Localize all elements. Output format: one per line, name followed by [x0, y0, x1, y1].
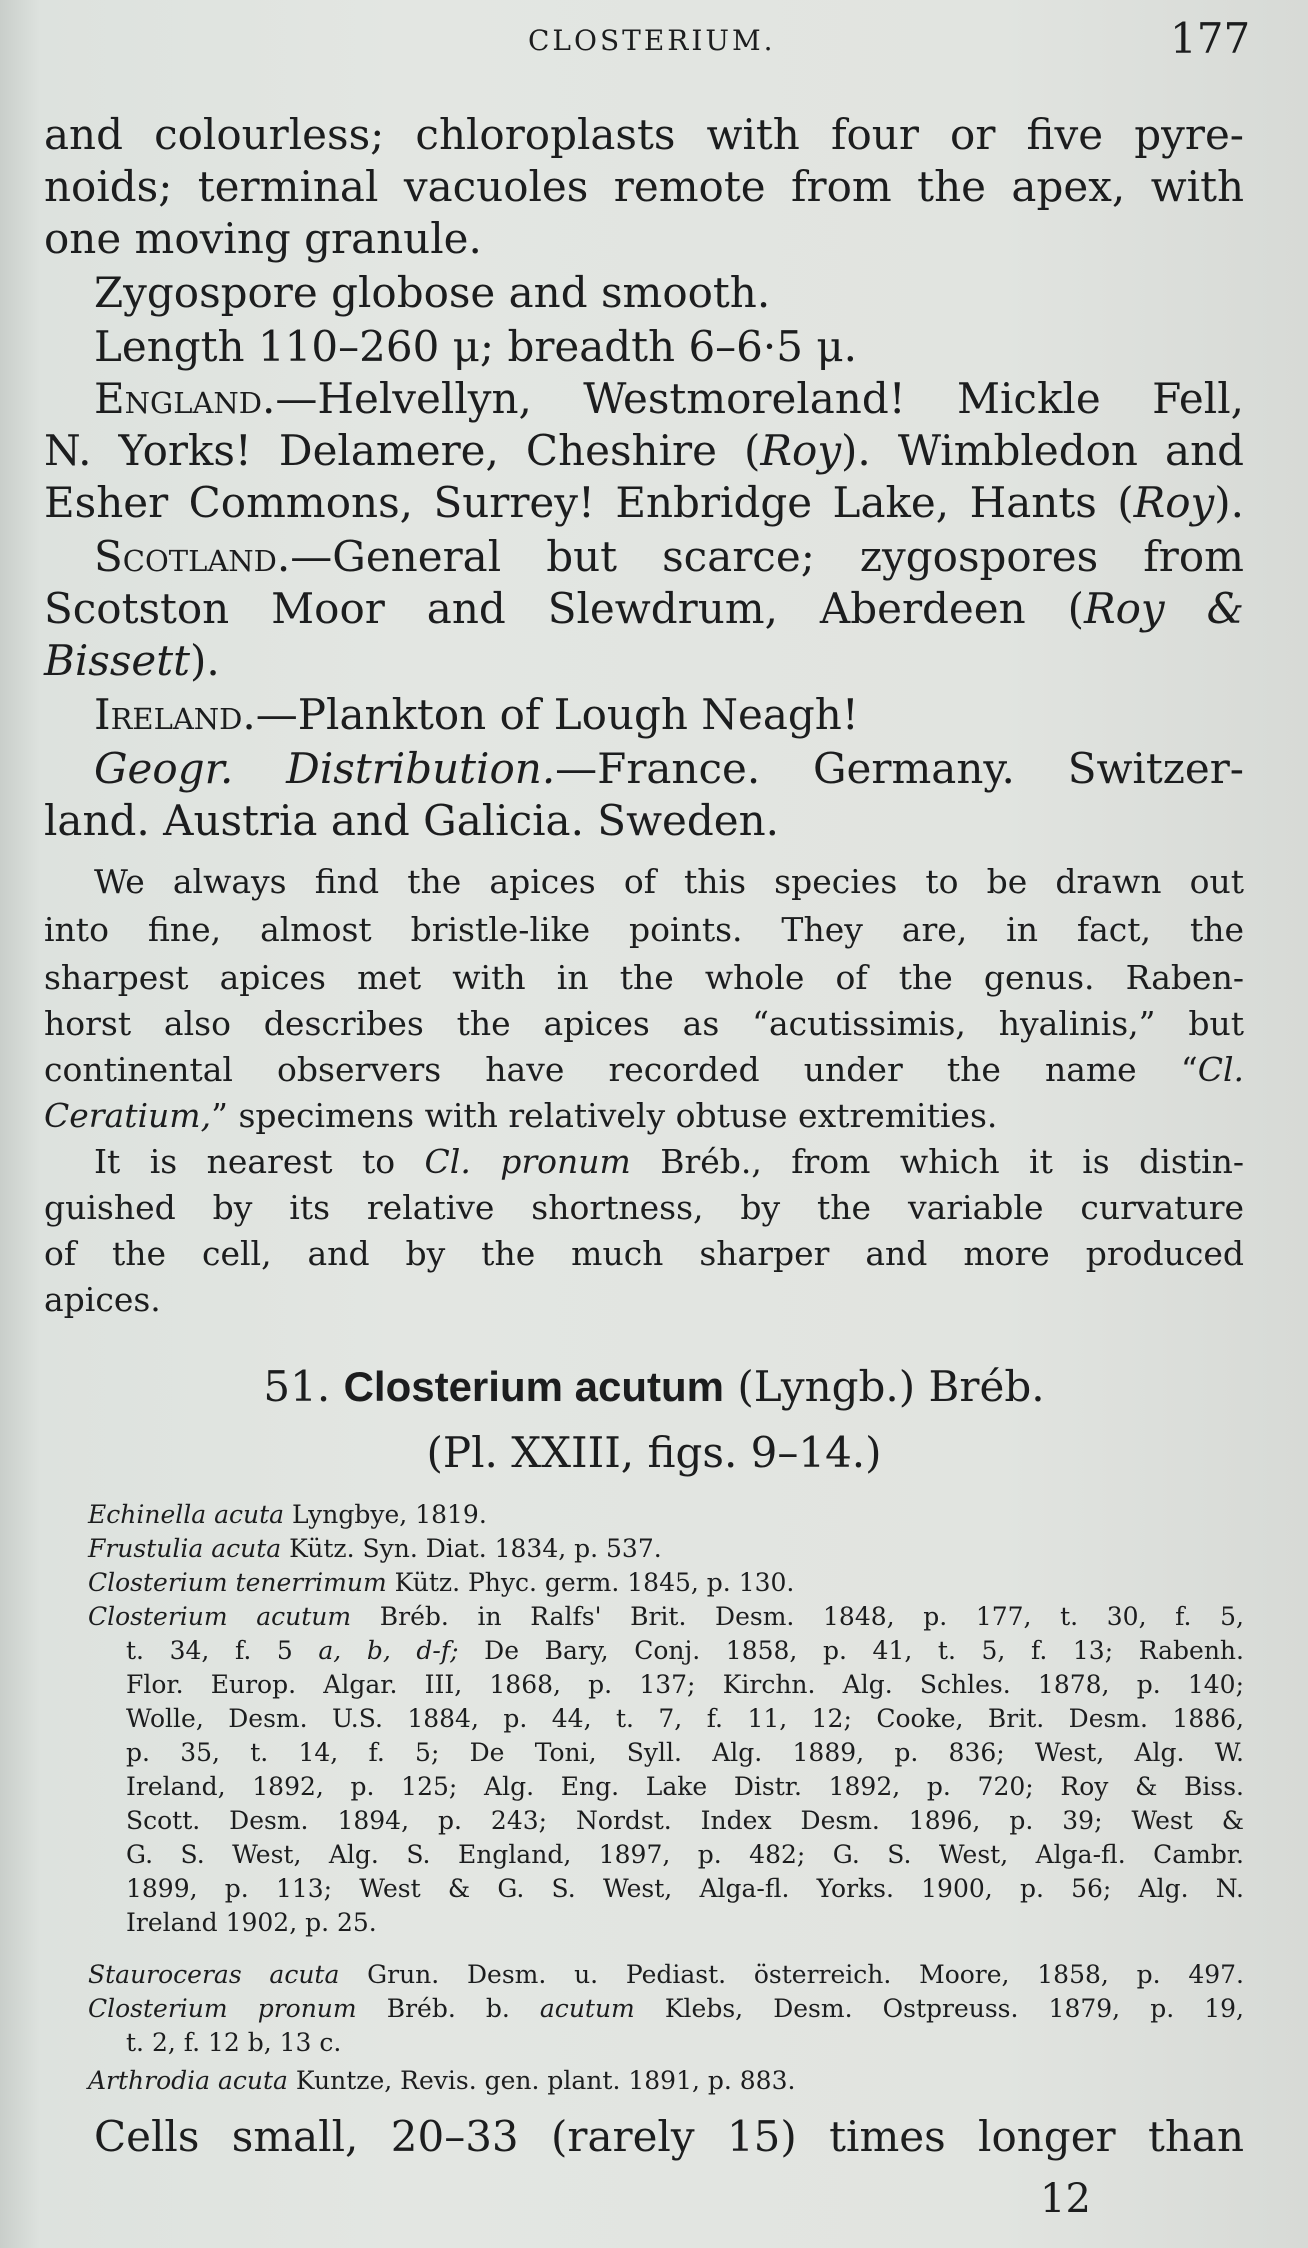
synonym-4-cont-5: Ireland, 1892, p. 125; Alg. Eng. Lake Distr. 1892, p. 720; Roy & Biss.: [126, 1772, 1244, 1801]
synonym-7: Arthrodia acuta Kuntze, Revis. gen. plant. 1891, p. 883.: [88, 2066, 796, 2095]
synonym-2: Frustulia acuta Kütz. Syn. Diat. 1834, p. 537.: [88, 1534, 662, 1563]
dimensions-line: Length 110–260 μ; breadth 6–6·5 μ.: [94, 322, 857, 371]
synonym-4-cont-7: G. S. West, Alg. S. England, 1897, p. 482; G. S. West, Alga-fl. Cambr.: [126, 1840, 1244, 1869]
synonym-4-cont-8: 1899, p. 113; West & G. S. West, Alga-fl. Yorks. 1900, p. 56; Alg. N.: [126, 1874, 1244, 1903]
synonym-4-cont-2: Flor. Europ. Algar. III, 1868, p. 137; Kirchn. Alg. Schles. 1878, p. 140;: [126, 1670, 1244, 1699]
page-number: 177: [1170, 14, 1251, 63]
england-line-1: [94, 374, 1244, 424]
species-heading: [0, 1362, 1308, 1411]
scotland-line-3: Bissett).: [44, 636, 220, 685]
desc-line-2: noids; terminal vacuoles remote from the apex, with: [44, 162, 1244, 211]
remarks-line-5: continental observers have recorded under the name “Cl.: [44, 1050, 1244, 1089]
remarks-line-8: guished by its relative shortness, by the variable curvature: [44, 1188, 1244, 1227]
synonym-4: Closterium acutum Bréb. in Ralfs' Brit. Desm. 1848, p. 177, t. 30, f. 5,: [88, 1602, 1244, 1631]
distribution-label: Geogr. Distribution.: [94, 744, 556, 793]
running-title: CLOSTERIUM.: [528, 24, 776, 57]
zygospore-line: Zygospore globose and smooth.: [94, 268, 771, 317]
remarks-line-6: Ceratium,” specimens with relatively obtuse extremities.: [44, 1096, 998, 1135]
remarks-line-9: of the cell, and by the much sharper and more produced: [44, 1234, 1244, 1273]
synonym-4-cont-4: p. 35, t. 14, f. 5; De Toni, Syll. Alg. 1889, p. 836; West, Alg. W.: [126, 1738, 1244, 1767]
plate-reference: (Pl. XXIII, figs. 9–14.): [426, 1428, 882, 1477]
synonym-6: Closterium pronum Bréb. b. acutum Klebs, Desm. Ostpreuss. 1879, p. 19,: [88, 1994, 1244, 2023]
synonym-1: Echinella acuta Lyngbye, 1819.: [88, 1500, 487, 1529]
england-label: England.: [94, 374, 276, 423]
synonym-4-cont-3: Wolle, Desm. U.S. 1884, p. 44, t. 7, f. 11, 12; Cooke, Brit. Desm. 1886,: [126, 1704, 1244, 1733]
synonym-3: Closterium tenerrimum Kütz. Phyc. germ. 1845, p. 130.: [88, 1568, 795, 1597]
desc-line-1: and colourless; chloroplasts with four or five pyre-: [44, 110, 1244, 159]
ireland-line: Ireland.—Plankton of Lough Neagh!: [94, 690, 859, 739]
remarks-line-2: into fine, almost bristle-like points. They are, in fact, the: [44, 910, 1244, 949]
description-start: Cells small, 20–33 (rarely 15) times longer than: [94, 2112, 1244, 2161]
england-line-3: Esher Commons, Surrey! Enbridge Lake, Hants (Roy).: [44, 478, 1244, 527]
england-text-1: —Helvellyn, Westmoreland! Mickle Fell,: [275, 374, 1244, 423]
signature-mark: 12: [1040, 2176, 1091, 2222]
remarks-line-1: We always find the apices of this species to be drawn out: [94, 862, 1244, 901]
synonym-4-cont-9: Ireland 1902, p. 25.: [126, 1908, 377, 1937]
remarks-line-3: sharpest apices met with in the whole of the genus. Raben-: [44, 958, 1244, 997]
synonym-5: Stauroceras acuta Grun. Desm. u. Pediast. österreich. Moore, 1858, p. 497.: [88, 1960, 1244, 1989]
species-number: 51.: [263, 1362, 331, 1411]
synonym-4-cont-6: Scott. Desm. 1894, p. 243; Nordst. Index Desm. 1896, p. 39; West &: [126, 1806, 1244, 1835]
england-line-2: N. Yorks! Delamere, Cheshire (Roy). Wimbledon and: [44, 426, 1244, 475]
remarks-line-7: It is nearest to Cl. pronum Bréb., from which it is distin-: [94, 1142, 1244, 1181]
desc-line-3: one moving granule.: [44, 214, 482, 263]
synonym-6-cont: t. 2, f. 12 b, 13 c.: [126, 2028, 342, 2057]
remarks-line-4: horst also describes the apices as “acutissimis, hyalinis,” but: [44, 1004, 1244, 1043]
distribution-line-2: land. Austria and Galicia. Sweden.: [44, 796, 780, 845]
species-name: Closterium acutum: [343, 1363, 724, 1410]
distribution-line-1: Geogr. Distribution.—France. Germany. Switzer-: [94, 744, 1244, 793]
scotland-line-2: Scotston Moor and Slewdrum, Aberdeen (Roy &: [44, 584, 1244, 633]
remarks-line-10: apices.: [44, 1280, 161, 1319]
ireland-label: Ireland.: [94, 690, 256, 739]
synonym-4-cont-1: t. 34, f. 5 a, b, d-f; De Bary, Conj. 1858, p. 41, t. 5, f. 13; Rabenh.: [126, 1636, 1244, 1665]
scotland-label: Scotland.: [94, 532, 291, 581]
scotland-line-1: Scotland.—General but scarce; zygospores from: [94, 532, 1244, 581]
species-authority: (Lyngb.) Bréb.: [737, 1362, 1045, 1411]
